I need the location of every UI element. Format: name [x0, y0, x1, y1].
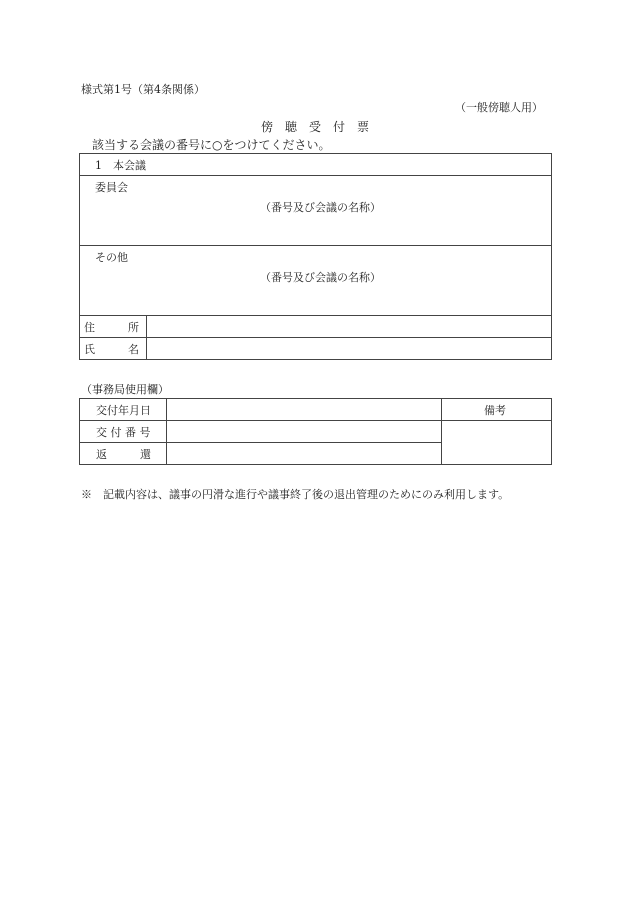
- issue-date-label-cell: [80, 399, 167, 421]
- remarks-header-cell: [442, 399, 552, 421]
- plenary-label: 1 本会議: [95, 159, 146, 172]
- office-table: [79, 398, 552, 465]
- issue-date-label: 交付年月日: [96, 404, 151, 417]
- remarks-field[interactable]: [442, 421, 552, 465]
- form-number: 様式第1号（第4条関係）: [81, 83, 205, 96]
- return-label-cell: [80, 443, 167, 465]
- issue-number-field[interactable]: [167, 421, 442, 443]
- meeting-table: [79, 153, 552, 360]
- other-hint: （番号及び会議の名称）: [260, 271, 381, 284]
- plenary-row[interactable]: [80, 154, 552, 176]
- office-heading: （事務局使用欄）: [81, 383, 169, 396]
- page-title: 傍 聴 受 付 票: [261, 120, 370, 134]
- issue-number-label: 交 付 番 号: [96, 426, 151, 439]
- return-label: 返 還: [96, 448, 151, 461]
- return-field[interactable]: [167, 443, 442, 465]
- remarks-label: 備考: [484, 404, 506, 417]
- committee-label: 委員会: [95, 181, 128, 194]
- issue-date-field[interactable]: [167, 399, 442, 421]
- address-label-cell: [80, 316, 147, 338]
- other-label: その他: [95, 251, 128, 264]
- name-label: 氏 名: [84, 343, 139, 356]
- audience-label: （一般傍聴人用）: [455, 101, 543, 114]
- committee-hint: （番号及び会議の名称）: [260, 201, 381, 214]
- name-field[interactable]: [147, 338, 552, 360]
- committee-row[interactable]: [80, 176, 552, 246]
- instruction-text: 該当する会議の番号に○をつけてください。: [92, 138, 331, 152]
- address-field[interactable]: [147, 316, 552, 338]
- other-row[interactable]: [80, 246, 552, 316]
- footnote: ※ 記載内容は、議事の円滑な進行や議事終了後の退出管理のためにのみ利用します。: [81, 488, 510, 501]
- issue-number-label-cell: [80, 421, 167, 443]
- address-label: 住 所: [84, 321, 139, 334]
- name-label-cell: [80, 338, 147, 360]
